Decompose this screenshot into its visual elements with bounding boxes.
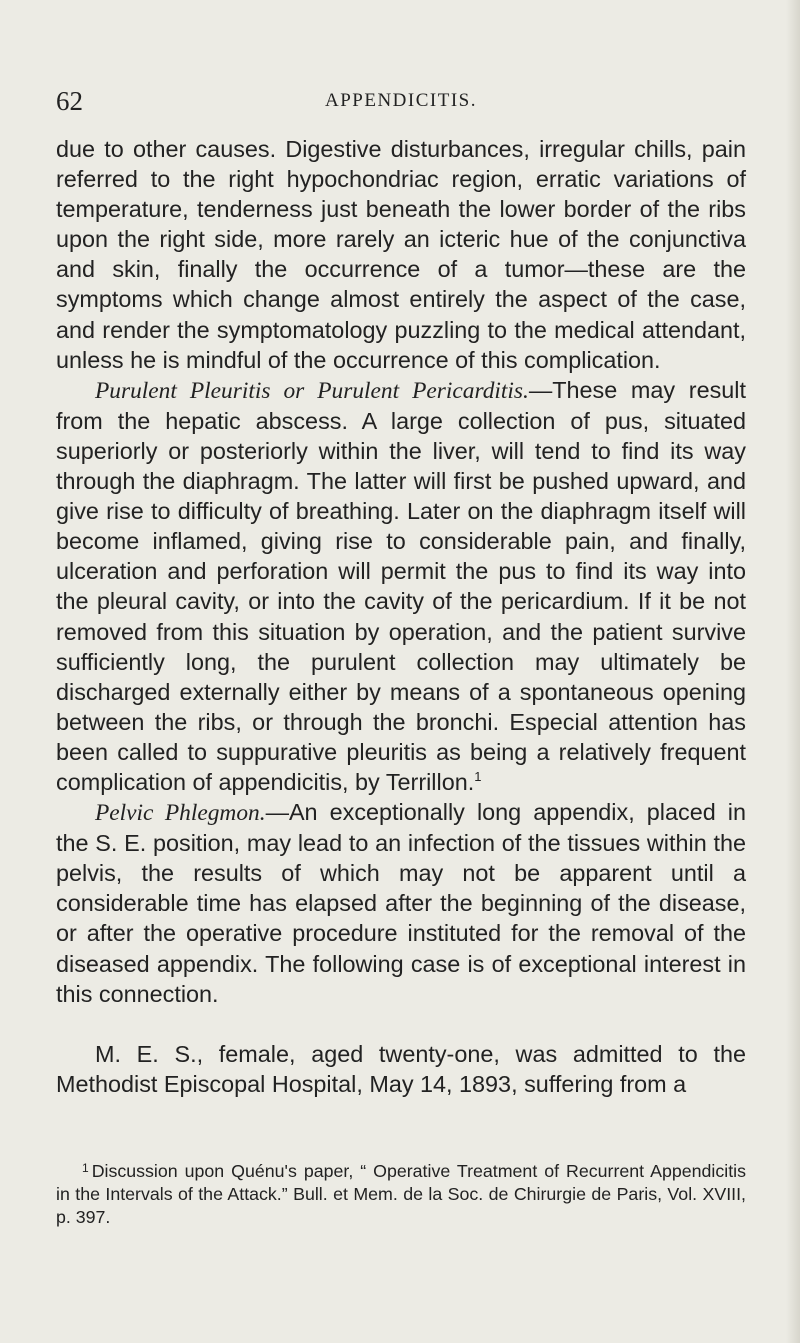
paragraph-2: [56, 375, 746, 797]
section-heading-purulent-pleuritis: Purulent Pleuritis or Purulent Pericarditis.: [95, 377, 529, 404]
footnote-text: Discussion upon Quénu's paper, “ Operative Treatment of Recurrent Appendicitis in the Intervals of the Attack.” Bull. et Mem. de la Soc. de Chirurgie de Paris, Vol. XVIII, p. 397.: [56, 1161, 746, 1228]
page-number: 62: [56, 86, 83, 116]
footnote-mark: 1: [82, 1161, 89, 1175]
page-header: [56, 86, 746, 116]
section-heading-pelvic-phlegmon: Pelvic Phlegmon.: [95, 800, 266, 827]
page-edge-shadow: [786, 0, 800, 1343]
paragraph-2-text: —These may result from the hepatic abscess. A large collection of pus, situated superiorly or posteriorly within the liver, will tend to find its way through the diaphragm. The latter will first be pushed upward, and give rise to difficulty of breathing. Later on the diaphragm itself will become inflamed, giving rise to considerable pain, and finally, ulceration and perforation will permit the pus to find its way into the pleural cavity, or into the cavity of the pericardium. If it be not removed from this situation by operation, and the patient survive sufficiently long, the purulent collection may ultimately be discharged externally either by means of a spontaneous opening between the ribs, or through the bronchi. Especial attention has been called to suppurative pleuritis as being a relatively frequent complication of appendicitis, by Terrillon.: [56, 376, 746, 795]
paragraph-1: due to other causes. Digestive disturbances, irregular chills, pain referred to the right hypochondriac region, erratic variations of temperature, tenderness just beneath the lower border of the ribs upon the right side, more rarely an icteric hue of the conjunctiva and skin, finally the occurrence of a tumor—these are the symptoms which change almost entirely the aspect of the case, and render the symptomatology puzzling to the medical attendant, unless he is mindful of the occurrence of this complication.: [56, 136, 746, 373]
footnote: [56, 1157, 746, 1230]
paragraph-3-text: —An exceptionally long appendix, placed in the S. E. position, may lead to an infection of the tissues within the pelvis, the results of which may not be apparent until a considerable time has elapsed after the beginning of the disease, or after the operative procedure instituted for the removal of the diseased appendix. The following case is of exceptional interest in this connection.: [56, 799, 746, 1007]
paragraph-4-case-report: M. E. S., female, aged twenty-one, was admitted to the Methodist Episcopal Hospital, May 14, 1893, suffering from a: [56, 1040, 746, 1097]
paragraph-3: [56, 797, 746, 1009]
footnote-reference: 1: [474, 768, 482, 784]
running-head: APPENDICITIS.: [325, 90, 477, 111]
body-text: [56, 134, 746, 1099]
